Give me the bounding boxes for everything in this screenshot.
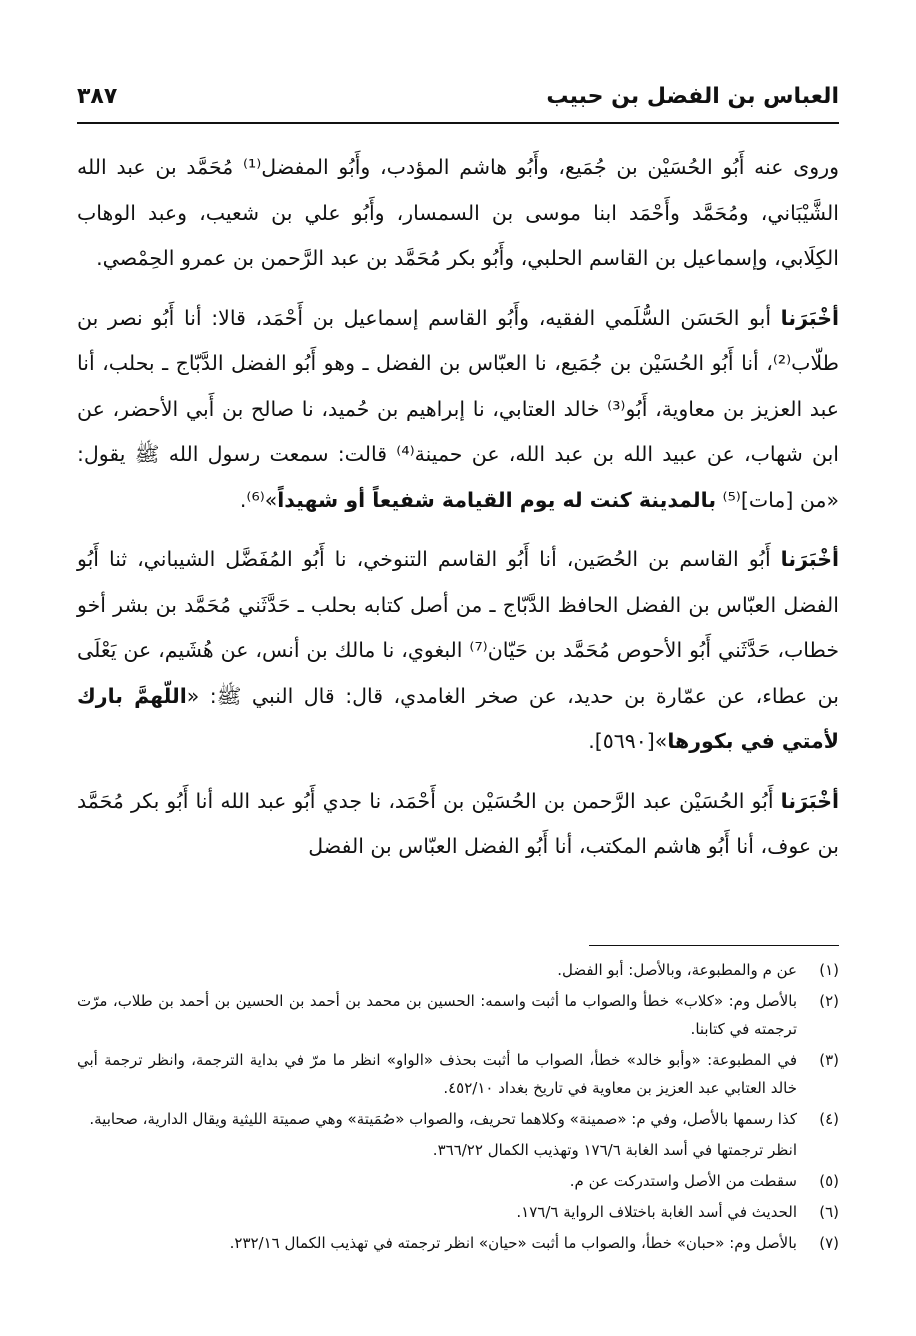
paragraph-text: أبو الحَسَن السُّلَمي الفقيه، وأَبُو القاسم إسماعيل بن أَحْمَد، قالا: أنا أَبُو نصر بن طلّاب⁽²⁾، أنا أَبُو الحُسَيْن بن جُمَيع، نا العبّاس بن الفضل ـ وهو أَبُو الفضل الدَّبّاج ـ بحلب، أنا عبد العزيز بن معاوية، أَبُو⁽³⁾ خالد العتابي، نا إبراهيم بن حُميد، نا صالح بن أَبي الأحضر، عن ابن شهاب، عن عبيد الله بن عبد الله، عن حمينة⁽⁴⁾ قالت: سمعت رسول الله ﷺ يقول: «من [مات]⁽⁵⁾ xyxy=(77,305,839,512)
footnote xyxy=(77,1046,839,1102)
footnote xyxy=(77,1198,839,1226)
paragraph-text: أَبُو الحُسَيْن عبد الرَّحمن بن الحُسَيْن بن أَحْمَد، نا جدي أَبُو عبد الله أنا أَبُو بكر مُحَمَّد بن عوف، أنا أَبُو هاشم المكتب، أنا أَبُو الفضل العبّاس بن الفضل xyxy=(77,788,839,858)
footnote-separator xyxy=(589,945,839,946)
page-header xyxy=(77,82,839,124)
footnote-text: سقطت من الأصل واستدركت عن م. xyxy=(569,1172,797,1190)
footnote xyxy=(77,1229,839,1257)
footnote-text: كذا رسمها بالأصل، وفي م: «صمينة» وكلاهما تحريف، والصواب «صُمَيتة» وهي صميتة الليثية ويقال الدارية، صحابية. xyxy=(89,1110,797,1128)
hadith-text: اللّهمَّ بارك لأمتي في بكورها xyxy=(77,683,839,753)
footnote-text: الحديث في أسد الغابة باختلاف الرواية ١٧٦/٦. xyxy=(516,1203,797,1221)
paragraph-lead: أخْبَرَنا xyxy=(780,547,839,571)
main-text xyxy=(77,145,839,884)
footnote-number: (٢) xyxy=(819,992,839,1010)
page-number: ٣٨٧ xyxy=(77,84,118,109)
footnote-number: (١) xyxy=(819,961,839,979)
footnote-number xyxy=(797,1136,839,1164)
paragraph-lead: أخْبَرَنا xyxy=(780,788,839,813)
footnote-number: (٦) xyxy=(819,1203,839,1221)
footnote xyxy=(77,987,839,1043)
footnote-text: انظر ترجمتها في أسد الغابة ١٧٦/٦ وتهذيب الكمال ٣٦٦/٢٢. xyxy=(432,1141,797,1159)
running-title: العباس بن الفضل بن حبيب xyxy=(546,84,839,109)
hadith-text: بالمدينة كنت له يوم القيامة شفيعاً أو شهيداً xyxy=(277,487,717,512)
footnotes xyxy=(77,956,839,1260)
footnote-number: (٤) xyxy=(819,1110,839,1128)
footnote-number: (٥) xyxy=(819,1172,839,1190)
paragraph-text: أَبُو القاسم بن الحُصَين، أنا أَبُو القاسم التنوخي، نا أَبُو المُفَضَّل الشيباني، ثنا أَبُو الفضل العبّاس بن الفضل الحافظ الدَّبّاج ـ من أصل كتابه بحلب ـ حَدَّثَني مُحَمَّد بن بشر أخو خطاب، حَدَّثَني أَبُو الأحوص مُحَمَّد بن حَيّان⁽⁷⁾ البغوي، نا مالك بن أنس، عن هُشَيم، عن يَعْلَى بن عطاء، عن عمّارة بن حديد، عن صخر الغامدي، قال: قال النبي ﷺ: « xyxy=(77,547,839,708)
footnote-continuation xyxy=(77,1136,839,1164)
footnote xyxy=(77,1167,839,1195)
paragraph xyxy=(77,145,839,282)
footnote-number: (٣) xyxy=(819,1051,839,1069)
footnote-number: (٧) xyxy=(819,1234,839,1252)
footnote xyxy=(77,1105,839,1133)
paragraph xyxy=(77,296,839,524)
footnote xyxy=(77,956,839,984)
footnote-text: بالأصل وم: «كلاب» خطأ والصواب ما أثبت واسمه: الحسين بن محمد بن أحمد بن الحسين بن أحمد بن طلاب، مرّت ترجمته في كتابنا. xyxy=(77,992,797,1038)
footnote-text: عن م والمطبوعة، وبالأصل: أبو الفضل. xyxy=(557,961,797,979)
paragraph-text: وروى عنه أَبُو الحُسَيْن بن جُمَيع، وأَبُو هاشم المؤدب، وأَبُو المفضل⁽¹⁾ مُحَمَّد بن عبد الله الشَّيْبَاني، ومُحَمَّد وأَحْمَد ابنا موسى بن السمسار، وأَبُو علي بن شعيب، وعبد الوهاب الكِلَابي، وإسماعيل بن القاسم الحلبي، وأَبُو بكر مُحَمَّد بن عبد الرَّحمن بن عمرو الحِمْصي. xyxy=(77,155,839,270)
paragraph xyxy=(77,537,839,765)
paragraph-lead: أخْبَرَنا xyxy=(780,305,839,330)
paragraph-tail: »[٥٦٩٠]. xyxy=(588,729,668,753)
footnote-text: بالأصل وم: «حبان» خطأ، والصواب ما أثبت «حيان» انظر ترجمته في تهذيب الكمال ٢٣٢/١٦. xyxy=(229,1234,797,1252)
footnote-text: في المطبوعة: «وأبو خالد» خطأ، الصواب ما أثبت بحذف «الواو» انظر ما مرّ في بداية الترجمة، وانظر ترجمة أبي خالد العتابي عبد العزيز بن معاوية في تاريخ بغداد ٤٥٢/١٠. xyxy=(77,1051,797,1097)
paragraph-tail: »⁽⁶⁾. xyxy=(239,487,278,512)
paragraph xyxy=(77,779,839,870)
